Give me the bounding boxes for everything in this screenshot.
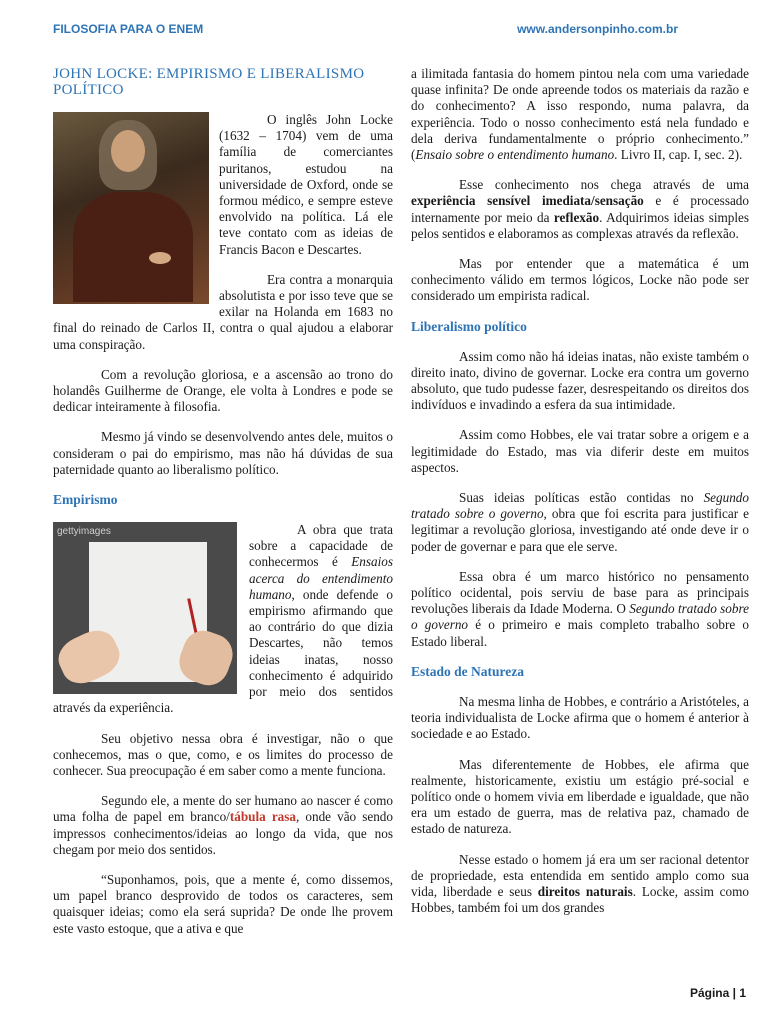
page-number: Página | 1	[689, 986, 746, 1000]
tabula-rasa-term: tábula rasa	[229, 809, 297, 825]
header-title: FILOSOFIA PARA O ENEM	[53, 22, 204, 36]
section-heading-estado-natureza: Estado de Natureza	[411, 663, 524, 679]
paragraph-mathematics: Mas por entender que a matemática é um conhecimento válido em termos lógicos, Locke não pode ser considerado um empirista radical.	[411, 256, 749, 304]
treatise-title-2: Segundo tratado sobre o governo	[411, 601, 749, 633]
blank-paper-image	[53, 522, 237, 694]
section-heading-empirismo: Empirismo	[53, 492, 118, 508]
paragraph-natural-rights: Nesse estado o homem já era um ser racional detentor de propriedade, esta entendida em sentido amplo como sua vida, liberdade e seus direitos naturais. Locke, assim como Hobbes, também foi um dos grandes	[411, 851, 749, 916]
paragraph-exile: Era contra a monarquia absolutista e por isso teve que se exilar na Holanda em 1683 no final do reinado de Carlos II, contra o qual ajudou a elaborar uma conspiração.	[53, 271, 393, 352]
left-column	[53, 66, 393, 951]
paragraph-experience: Esse conhecimento nos chega através de uma experiência sensível imediata/sensação e é processado internamente por meio da reflexão. Adquirimos ideias simples pelos sentidos e elaboramos as complexas através da reflexão.	[411, 177, 749, 241]
gettyimages-watermark: gettyimages	[57, 526, 111, 538]
paragraph-quote-continued: a ilimitada fantasia do homem pintou nela com uma variedade quase infinita? De onde apreende todos os materiais da razão e do conhecimento? A isso respondo, numa palavra, da experiência. Todo o nosso conhecimento está nela fundado e dela deriva fundamentalmente o próprio conhecimento.” (Ensaio sobre o entendimento humano. Livro II, cap. I, sec. 2).	[411, 66, 749, 163]
paragraph-tabula-rasa: Segundo ele, a mente do ser humano ao nascer é como uma folha de papel em branco/tábula rasa, onde vão sendo impressos conhecimentos/ideias ao longo da vida, que nos chegam por meio dos sentidos.	[53, 793, 393, 857]
paragraph-pre-social: Mas diferentemente de Hobbes, ele afirma que realmente, historicamente, existiu um estágio pré-social e político onde o homem vivia em liberdade e igualdade, que não era um estado de guerra, mas de relativa paz, chamado de estado de natureza.	[411, 756, 749, 837]
reflection-term: reflexão	[553, 209, 600, 225]
paragraph-ensaio: A obra que trata sobre a capacidade de conhecermos é Ensaios acerca do entendimento humano, onde defende o empirismo afirmando que ao contrário do que dizia Descartes, não temos ideias inatas, nosso conhecimento é adquirido por meio dos sentidos através da experiência.	[53, 522, 393, 716]
paragraph-father-empiricism: Mesmo já vindo se desenvolvendo antes dele, muitos o consideram o pai do empirismo, mas não há dúvidas de sua paternidade quanto ao liberalismo político.	[53, 429, 393, 477]
natural-rights-term: direitos naturais	[537, 883, 633, 899]
book-citation: Ensaio sobre o entendimento humano	[415, 147, 615, 163]
paragraph-individualist: Na mesma linha de Hobbes, e contrário a Aristóteles, a teoria individualista de Locke afirma que o homem é anterior à sociedade e ao Estado.	[411, 693, 749, 742]
header-website[interactable]: www.andersonpinho.com.br	[517, 22, 678, 36]
page-title: JOHN LOCKE: EMPIRISMO E LIBERALISMO POLÍTICO	[53, 66, 365, 98]
paragraph-hobbes: Assim como Hobbes, ele vai tratar sobre a origem e a legitimidade do Estado, mas via diferir deste em muitos aspectos.	[411, 427, 749, 475]
treatise-title: Segundo tratado sobre o governo	[411, 490, 749, 522]
right-column	[411, 66, 749, 930]
paragraph-innate-rights: Assim como não há ideias inatas, não existe também o direito inato, divino de governar. Locke era contra um governo absoluto, que tudo pudesse fazer, desrespeitando os direitos dos indivíduos e invadindo a esfera da sua intimidade.	[411, 348, 749, 413]
experience-term: experiência sensível imediata/sensação	[411, 193, 644, 209]
paragraph-segundo-tratado: Suas ideias políticas estão contidas no Segundo tratado sobre o governo, obra que foi escrita para justificar e legitimar a revolução gloriosa, investigando até onde deve ir o poder de governar e para que ele serve.	[411, 490, 749, 554]
section-heading-liberalismo: Liberalismo político	[411, 318, 527, 334]
john-locke-portrait	[53, 112, 209, 304]
paragraph-intro: O inglês John Locke (1632 – 1704) vem de uma família de comerciantes puritanos, estudou na universidade de Oxford, onde se formou médico, e sempre esteve envolvido na política. Lá ele teve contato com as ideias de Francis Bacon e Descartes.	[219, 112, 393, 257]
paragraph-objective: Seu objetivo nessa obra é investigar, não o que conhecemos, mas o que, como, e os limites do processo de conhecer. Sua preocupação é em saber como a mente funciona.	[53, 730, 393, 778]
paragraph-quote: “Suponhamos, pois, que a mente é, como dissemos, um papel branco desprovido de todos os caracteres, sem quaisquer ideias; como ela será suprida? De onde lhe provem este vasto estoque, que a ativa e que	[53, 871, 393, 936]
paragraph-revolution: Com a revolução gloriosa, e a ascensão ao trono do holandês Guilherme de Orange, ele volta à Londres e pode se dedicar inteiramente à filosofia.	[53, 366, 393, 415]
book-title: Ensaios acerca do entendimento humano	[249, 554, 393, 602]
paragraph-marco-historico: Essa obra é um marco histórico no pensamento político ocidental, pois serviu de base para as principais revoluções liberais da Idade Moderna. O Segundo tratado sobre o governo é o primeiro e mais completo trabalho sobre o Estado liberal.	[411, 568, 749, 649]
